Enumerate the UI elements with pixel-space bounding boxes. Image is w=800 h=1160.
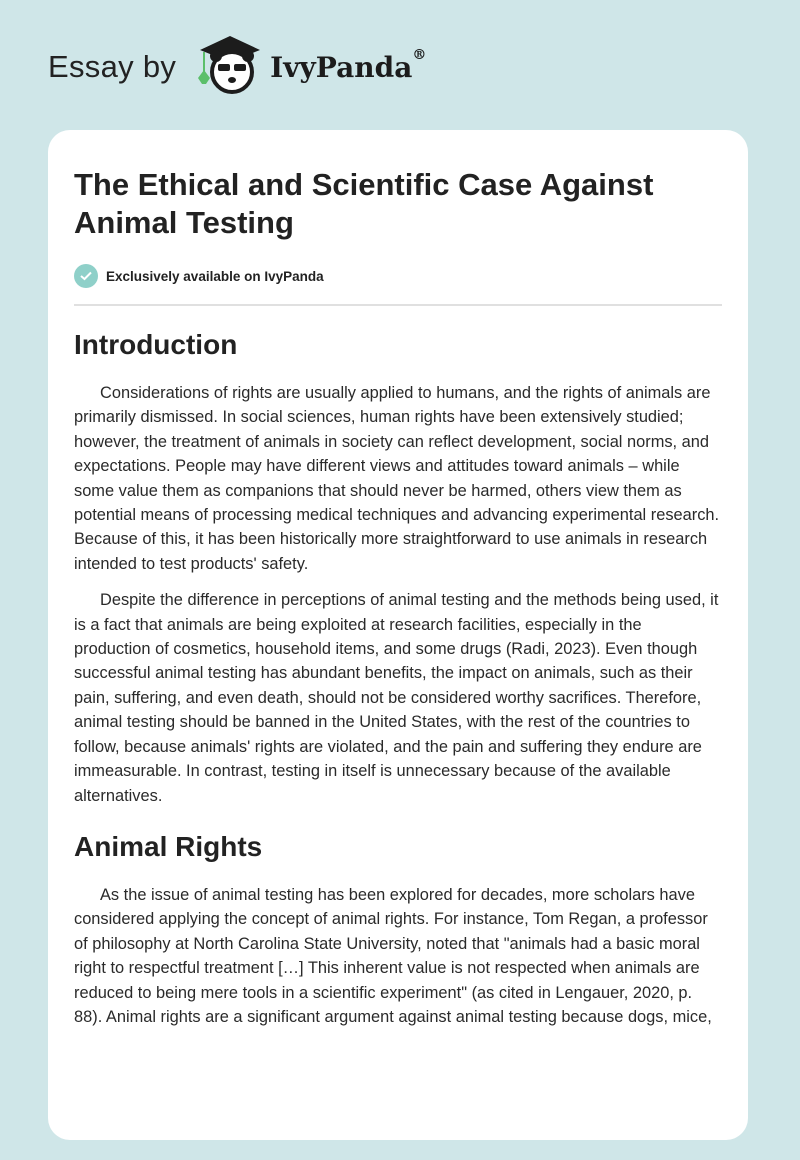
site-header <box>48 36 426 98</box>
essay-card <box>48 130 748 1140</box>
essay-title: The Ethical and Scientific Case Against Animal Testing <box>74 167 654 240</box>
essay-by-label: Essay by <box>48 49 177 84</box>
paragraph: As the issue of animal testing has been explored for decades, more scholars have considered applying the concept of animal rights. For instance, Tom Regan, a professor of philosophy at North Carolina State University, noted that "animals had a basic moral right to respectful treatment […] This inherent value is not respected when animals are reduced to being mere tools in a scientific experiment" (as cited in Lengauer, 2020, p. 88). Animal rights are a significant argument against animal testing because dogs, mice, <box>74 885 712 1026</box>
paragraph: Despite the difference in perceptions of animal testing and the methods being used, it is a fact that animals are being exploited at research facilities, especially in the production of cosmetics, household items, and some drugs (Radi, 2023). Even though successful animal testing has abundant benefits, the impact on animals, such as their pain, suffering, and even death, should not be considered worthy sacrifices. Therefore, animal testing should be banned in the United States, with the rest of the countries to follow, because animals' rights are violated, and the pain and suffering they endure are immeasurable. In contrast, testing in itself is unnecessary because of the available alternatives. <box>74 591 719 805</box>
check-icon <box>74 264 98 288</box>
panda-logo-icon[interactable] <box>194 34 260 101</box>
section-heading: Introduction <box>74 329 238 360</box>
brand-text: IvyPanda <box>270 50 413 84</box>
exclusive-badge <box>74 264 722 306</box>
brand-name[interactable] <box>270 46 427 84</box>
badge-text: Exclusively available on IvyPanda <box>106 268 324 284</box>
section-heading: Animal Rights <box>74 830 263 862</box>
paragraph: Considerations of rights are usually applied to humans, and the rights of animals are primarily dismissed. In social sciences, human rights have been extensively studied; however, the treatment of animals in society can reflect development, social norms, and expectations. People may have different views and attitudes toward animals – while some value them as companions that should never be harmed, others view them as potential means of processing medical techniques and advancing experimental research. Because of this, it has been historically more straightforward to use animals in research intended to test products' safety. <box>74 384 720 573</box>
registered-mark: ® <box>412 46 427 63</box>
